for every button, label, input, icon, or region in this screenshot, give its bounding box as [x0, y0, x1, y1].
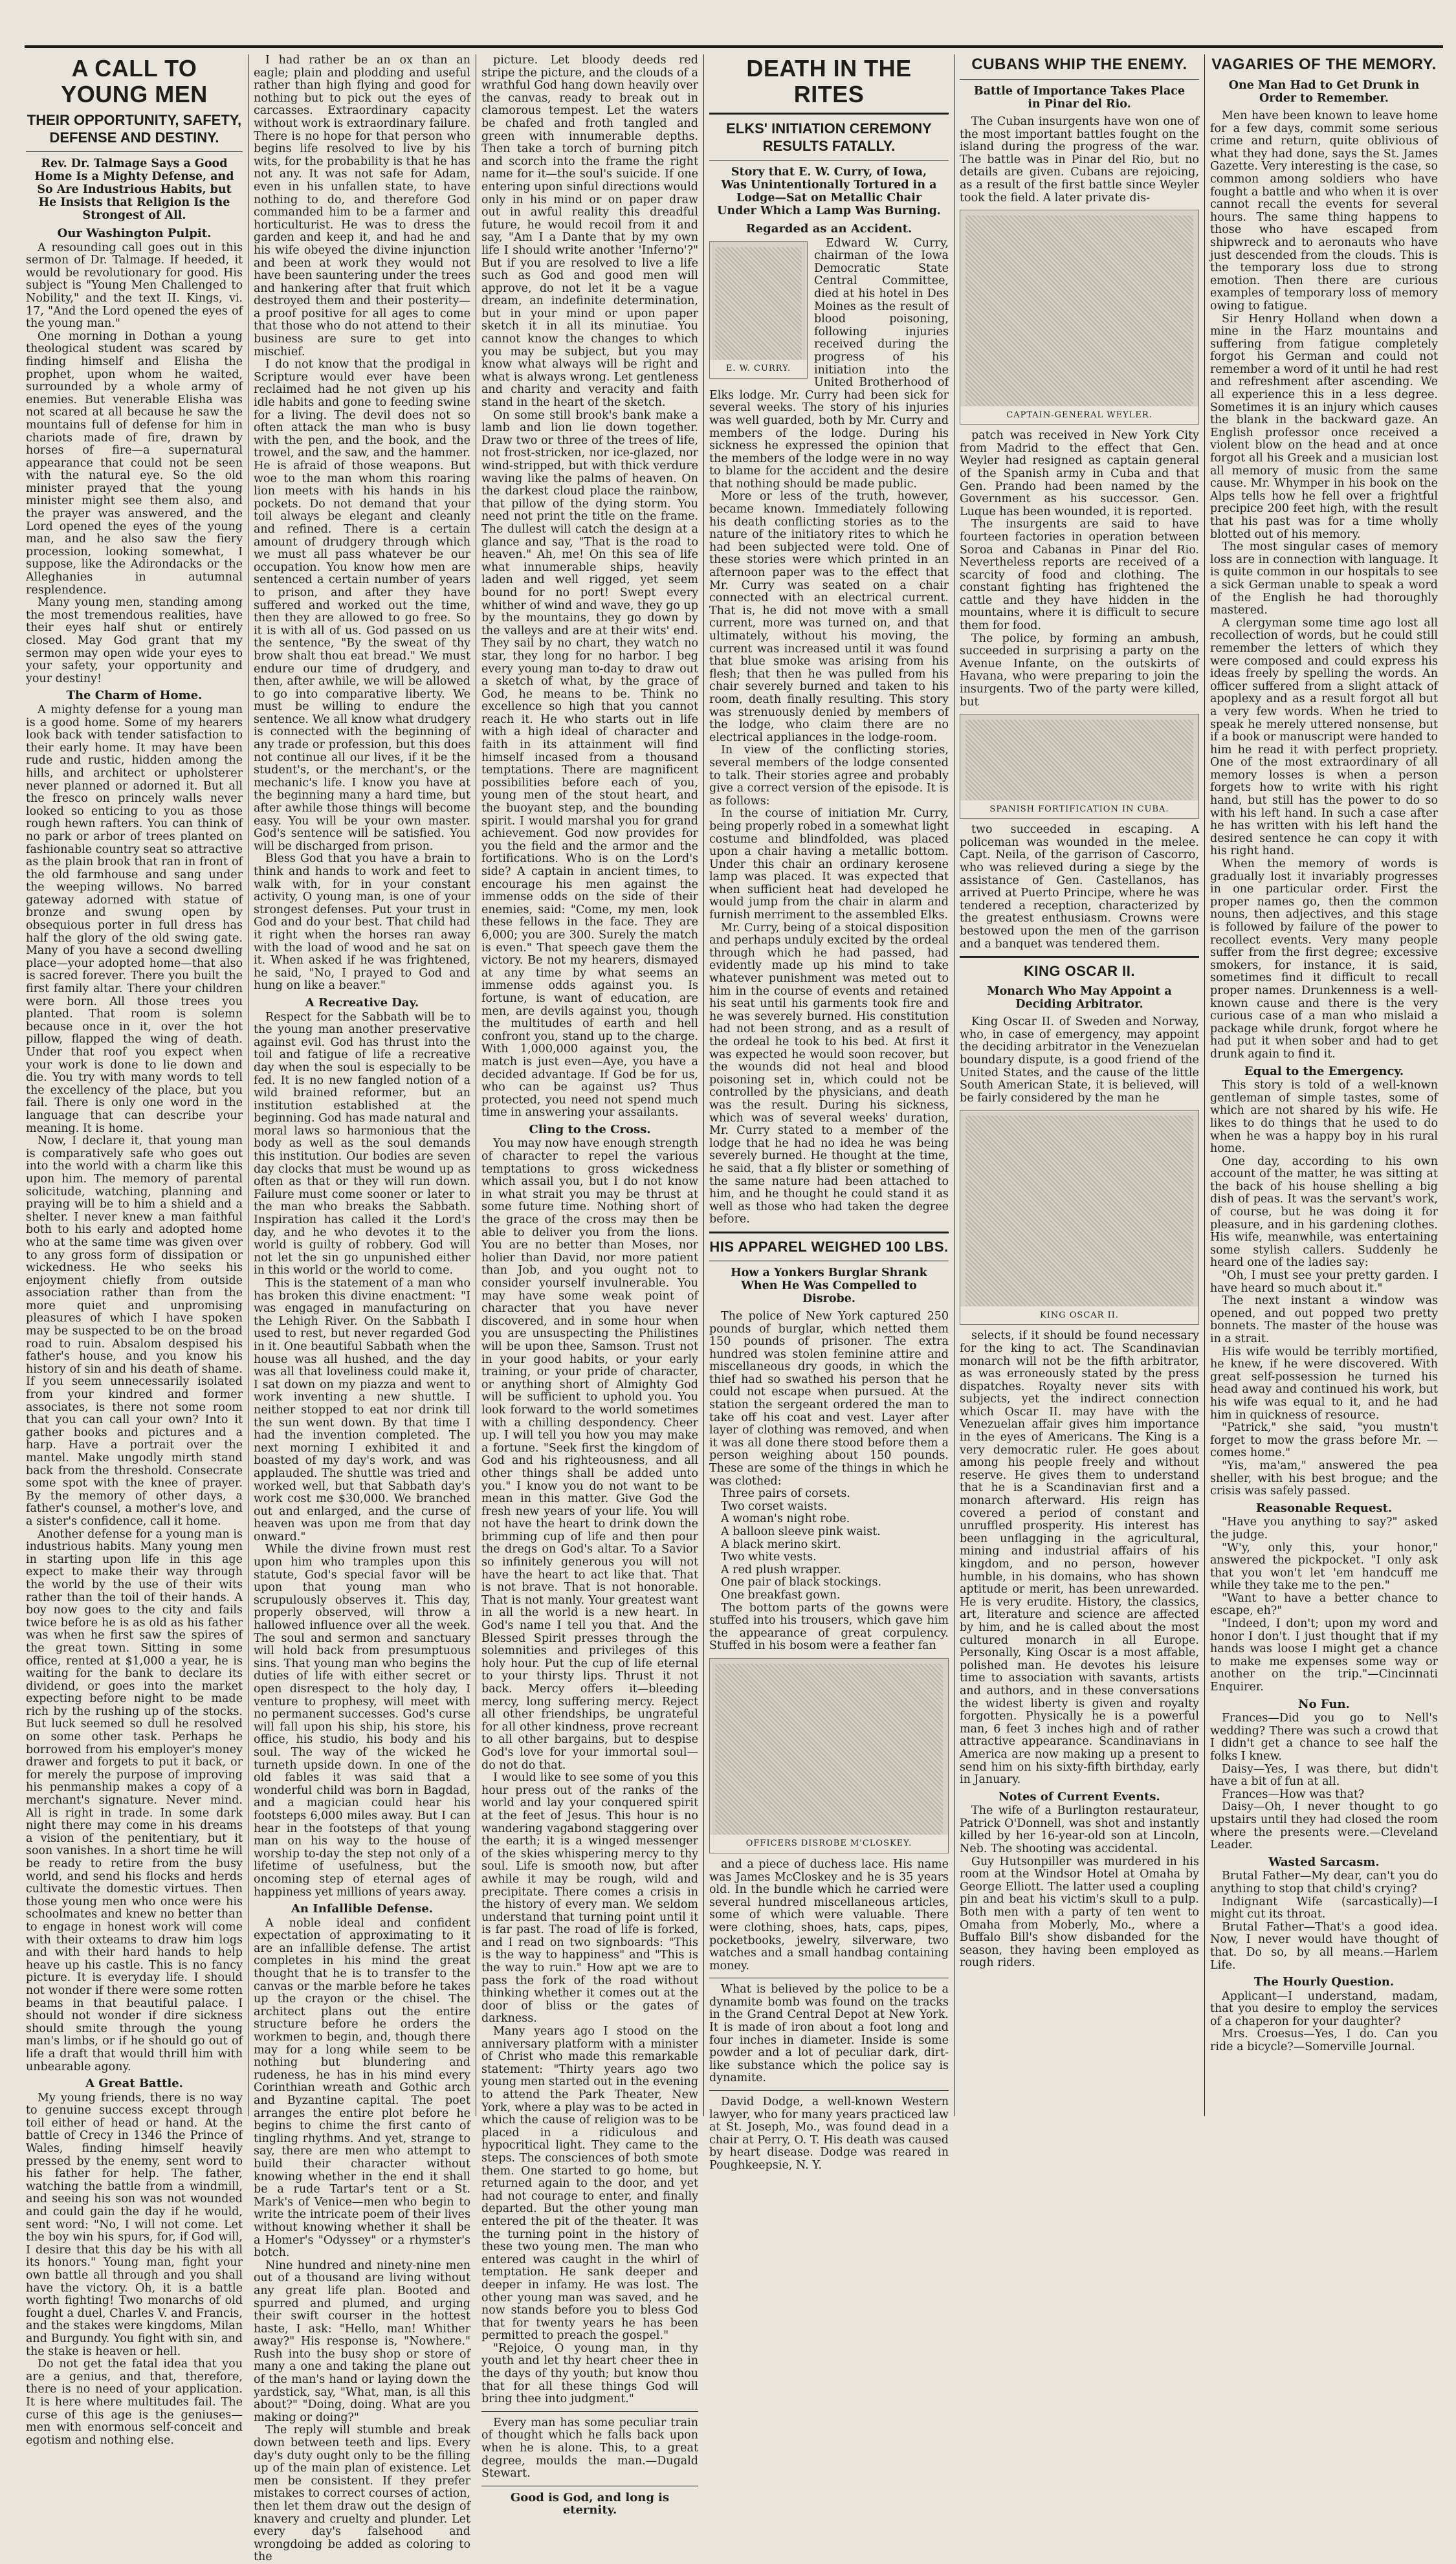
paragraph: On some still brook's bank make a lamb and lion lie down together. Draw two or three of the trees of life, not frost-stricken, nor ice-glazed, nor wind-stripped, but with thick verdure waving like the palms of heaven. On the darkest cloud place the rainbow, that pillow of the dying storm. You need not print the title on the frame. The dullest will catch the design at a glance and say, "That is the road to heaven." Ah, me! On this sea of life what innumerable ships, heavily laden and well rigged, yet seem bound for no port! Swept every whither of wind and wave, they go up by the mountains, they go down by the valleys and are at their wits' end. They sail by no chart, they watch no star, they long for no harbor. I beg every young man to-day to draw out a sketch of what, by the grace of God, he means to be. Think no excellence so high that you cannot reach it. He who starts out in life with a high ideal of character and faith in its attainment will find himself incased from a thousand temptations. There are magnificent possibilities before each of you, young men of the stout heart, and the buoyant step, and the bounding spirit. I would marshal you for grand achievement. God now provides for you the field and the armor and the fortifications. Who is on the Lord's side? A captain in ancient times, to encourage his men against the immense odds on the side of their enemies, said: "Come, my men, look these fellows in the face. They are 6,000; you are 300. Surely the match is even." That speech gave them the victory. Be not my hearers, dismayed at any time by what seems an immense odds against you. Is fortune, is want of education, are men, are devils against you, though the multitudes of earth and hell confront you, stand up to the charge. With 1,000,000 against you, the match is just even—Aye, you have a decided advantage. If God be for us, who can be against us? Thus protected, you need not spend much time in answering your assailants.	[481, 408, 698, 1120]
paragraph: A mighty defense for a young man is a good home. Some of my hearers look back with tender satisfaction to their early home. It may have been rude and rustic, hidden among the hills, and architect or upholsterer never planned or adorned it. But all the fresco on princely walls never looked so enticing to you as those rough hewn rafters. You can think of no park or arbor of trees planted on fashionable country seat so attractive as the plain brook that ran in front of the old farmhouse and sang under the weeping willows. No barred gateway adorned with statue of bronze and swung open by obsequious porter in full dress has half the glory of the old swing gate. Many of you have a second dwelling place—your adopted home—that also is sacred forever. There you built the first family altar. There your children were born. All those trees you planted. That room is solemn because once in it, over the hot pillow, flapped the wing of death. Under that roof you expect when your work is done to lie down and die. You try with many words to tell the excellency of the place, but you fail. There is only one word in the language that can describe your meaning. It is home.	[26, 703, 243, 1135]
paragraph: In view of the conflicting stories, several members of the lodge consented to talk. Their stories agree and probably give a correct version of the episode. It is as follows:	[709, 744, 949, 808]
paragraph: The police of New York captured 250 pounds of burglar, which netted them 150 pounds of prisoner. The extra hundred was stolen feminine attire and miscellaneous dry goods, in which the thief had so swathed his person that he could not escape when pursued. At the station the sergeant ordered the man to take off his coat and vest. Layer after layer of clothing was removed, and when it was all done there stood before them a person weighing about 150 pounds. These are some of the things in which he was clothed:	[709, 1309, 949, 1488]
paragraph: The next instant a window was opened, and out popped two pretty bonnets. The master of the house was in a strait.	[1210, 1294, 1438, 1345]
headline-king-oscar: KING OSCAR II.	[1023, 963, 1135, 980]
deck: How a Yonkers Burglar Shrank When He Was Compelled to Disrobe.	[731, 1266, 927, 1305]
paragraph: "Have you anything to say?" asked the judge.	[1210, 1516, 1438, 1542]
paragraph: While the divine frown must rest upon him who tramples upon this statute, God's special favor will be upon that young man who scrupulously observes it. This day, properly observed, will throw a hallowed influence over all the week. The soul and sermon and sanctuary will hold back from presumptuous sins. That young man who begins the duties of life with either secret or open disrespect to the holy day, I venture to prophesy, will meet with no permanent successes. God's curse will fall upon his ship, his store, his office, his studio, his body and his soul. The way of the wicked he turneth upside down. In one of the old fables it was said that a wonderful child was born in Bagdad, and a magician could hear his footsteps 6,000 miles away. But I can hear in the footsteps of that young man on his way to the house of worship to-day the step not only of a lifetime of usefulness, but the oncoming step of eternal ages of happiness yet millions of years away.	[254, 1543, 470, 1899]
section-heading: The Hourly Question.	[1253, 1975, 1395, 1989]
officers-engraving	[715, 1664, 943, 1835]
paragraph: Now, I declare it, that young man is comparatively safe who goes out into the world with a charm like this upon him. The memory of parental solicitude, watching, planning and praying will be to him a shield and a shelter. I never knew a man faithful both to his early and adopted home who at the same time was given over to any gross form of dissipation or wickedness. He who seeks his enjoyment chiefly from outside association rather than from the more quiet and unpromising pleasures of which I have spoken may be suspected to be on the broad road to ruin. Absalom despised his father's house, and you know his history of sin and his death of shame. If you seem unnecessarily isolated from your kindred and former associates, is there not some room that you can call your own? Into it gather books and pictures and a harp. Have a portrait over the mantel. Make ungodly mirth stand back from the threshold. Consecrate some spot with the knee of prayer. By the memory of other days, a father's counsel, a mother's love, and a sister's confidence, call it home.	[26, 1134, 243, 1528]
subhead: ELKS' INITIATION CEREMONY RESULTS FATALLY.	[726, 120, 932, 154]
officers-illustration	[709, 1658, 949, 1853]
section-heading: Wasted Sarcasm.	[1268, 1855, 1380, 1869]
paragraph: What is believed by the police to be a dynamite bomb was found on the tracks in the Grand Central Depot at New York. It is made of iron about a foot long and four inches in diameter. Inside is some powder and a lot of peculiar dark, dirt-like substance which the police say is dynamite.	[709, 1983, 949, 2085]
paragraph: The Cuban insurgents have won one of the most important battles fought on the island during the progress of the war. The battle was in Pinar del Rio, but no details are given. Cubans are rejoicing, as a result of the first battle since Weyler took the field. A later private dis-	[960, 115, 1199, 204]
list-item: A black merino skirt.	[721, 1538, 841, 1551]
headline-apparel: HIS APPAREL WEIGHED 100 LBS.	[709, 1238, 949, 1255]
paragraph: Nine hundred and ninety-nine men out of a thousand are living without any great life plan. Booted and spurred and plumed, and urging their swift courser in the hottest haste, I ask: "Hello, man! Whither away?" His response is, "Nowhere." Rush into the busy shop or store of many a one and taking the plane out of the man's hand or laying down the yardstick, say, "What, man, is all this about?" "Doing, doing. What are you making or doing?"	[254, 2259, 470, 2424]
list-item: One breakfast gown.	[721, 1588, 841, 1602]
paragraph: Respect for the Sabbath will be to the young man another preservative against evil. God has thrust into the toil and fatigue of life a recreative day when the soul is especially to be fed. It is no new fangled notion of a wild brained reformer, but an institution established at the beginning. God has made natural and moral laws so harmonious that the body as well as the soul demands this institution. Our bodies are seven day clocks that must be wound up as often as that or they will run down. Failure must come sooner or later to the man who breaks the Sabbath. Inspiration has called it the Lord's day, and he who devotes it to the world is guilty of robbery. God will not let the sin go unpunished either in this world or the world to come.	[254, 1010, 470, 1277]
deck: Story that E. W. Curry, of Iowa, Was Unintentionally Tortured in a Lodge—Sat on Metallic Chair Under Which a Lamp Was Burning.	[717, 166, 941, 217]
divider	[709, 113, 949, 115]
paragraph: The police, by forming an ambush, succeeded in surprising a party on the Avenue Infante, on the outskirts of Havana, who were preparing to join the insurgents. Two of the party were killed, but	[960, 632, 1199, 709]
list-item: A woman's night robe.	[721, 1512, 850, 1526]
paragraph: Frances—How was that?	[1222, 1787, 1365, 1801]
paragraph: You may now have enough strength of character to repel the various temptations to gross wickedness which assail you, but I do not know in what strait you may be thrust at some future time. Nothing short of the grace of the cross may then be able to deliver you from the lions. You are no better than Moses, nor holier than David, nor more patient than Job, and you ought not to consider yourself invulnerable. You may have some weak point of character that you have never discovered, and in some hour when you are unsuspecting the Philistines will be upon thee, Samson. Trust not in your good habits, or your early training, or your pride of character, or anything short of Almighty God will be sufficient to uphold you. You look forward to the world sometimes with a chilling despondency. Cheer up. I will tell you how you may make a fortune. "Seek first the kingdom of God and his righteousness, and all other things shall be added unto you." I know you do not want to be mean in this matter. Give God the fresh new years of your life. You will not have the heart to drink down the brimming cup of life and then pour the dregs on God's altar. To a Savior so infinitely generous you will not have the heart to act like that. That is not brave. That is not honorable. That is not manly. Your greatest want in all the world is a new heart. In God's name I tell you that. And the Blessed Spirit presses through the solemnities and privileges of this holy hour. Put the cup of life eternal to your thirsty lips. Thrust it not back. Mercy offers it—bleeding mercy, long suffering mercy. Reject all other friendships, be ungrateful for all other kindness, prove recreant to all other bargains, but to despise God's love for your immortal soul—do not do that.	[481, 1137, 698, 1772]
paragraph: Mr. Curry, being of a stoical disposition and perhaps unduly excited by the ordeal through which he had passed, had evidently made up his mind to take whatever punishment was meted out to him in the course of events and retained his seat until his garments took fire and he was severely burned. His constitution had not been strong, and as a result of the ordeal he took to his bed. At first it was expected he would soon recover, but the wounds did not heal and blood poisoning set in, which could not be controlled by the physicians, and death was the result. During his sickness, which was of several weeks' duration, Mr. Curry stated to a member of the lodge that he had no idea he was being severely burned. He thought at the time, he said, that a fly blister or something of the same nature had been attached to him, and he thought he could stand it as well as those who had taken the degree before.	[709, 921, 949, 1226]
headline-call-to-young-men: A CALL TO YOUNG MEN	[61, 55, 208, 107]
paragraph: selects, if it should be found necessary for the king to act. The Scandinavian monarch will not be the fifth arbitrator, as was erroneously stated by the press dispatches. Royalty never sits with subjects, yet the indirect connection which Oscar II. may have with the Venezuelan affair gives him importance in the eyes of Americans. The King is a very democratic ruler. He goes about among his people freely and without reserve. He gives them to understand that he is a Scandinavian first and a monarch afterward. His reign has covered a period of constant and unruffled prosperity. His interest has been unflagging in the agricultural, mining and industrial affairs of his kingdom, and no person, however humble, in his domains, who has shown aptitude or merit, has been unrewarded. He is very erudite. History, the classics, art, literature and science are affected by him, and he is called about the most cultured monarch in all Europe. Personally, King Oscar is a most affable, polished man. He devotes his leisure time to association with savants, artists and authors, and in these conversations the widest liberty is given and royalty forgotten. Physically he is a powerful man, 6 feet 3 inches high and of rather attractive appearance. Scandinavians in America are now making up a present to send him on his sixty-fifth birthday, early in January.	[960, 1329, 1199, 1787]
paragraph: Men have been known to leave home for a few days, commit some serious crime and return, quite oblivious of what they had done, says the St. James Gazette. Very interesting is the case, so common among soldiers who have fought a battle and who when it is over cannot recall the events for several hours. The same thing happens to those who have escaped from shipwreck and to aeronauts who have just descended from the clouds. This is the temporary loss due to strong emotion. Then there are curious examples of temporary loss of memory owing to fatigue.	[1210, 109, 1438, 313]
illustration-caption: E. W. CURRY.	[710, 360, 807, 378]
deck: Monarch Who May Appoint a Deciding Arbitrator.	[987, 985, 1172, 1011]
weyler-portrait	[960, 210, 1199, 425]
column-rule	[703, 54, 704, 2116]
section-heading: Equal to the Emergency.	[1244, 1064, 1404, 1078]
headline-vagaries: VAGARIES OF THE MEMORY.	[1211, 56, 1437, 73]
paragraph: "Indeed, I don't; upon my word and honor I don't. I just thought that if my hands was loose I might get a chance to make me expenses some way or another on the trip."—Cincinnati Enquirer.	[1210, 1617, 1438, 1694]
paragraph: A resounding call goes out in this sermon of Dr. Talmage. If heeded, it would be revolutionary for good. His subject is "Young Men Challenged to Nobility," and the text II. Kings, vi. 17, "And the Lord opened the eyes of the young man."	[26, 241, 243, 331]
list-item: One pair of black stockings.	[721, 1576, 882, 1589]
paragraph: patch was received in New York City from Madrid to the effect that Gen. Weyler had resigned as captain general of the Spanish army in Cuba and that Gen. Prando had been named by the Government as his successor. Gen. Luque has been wounded, it is reported.	[960, 429, 1199, 518]
paragraph: Bless God that you have a brain to think and hands to work and feet to walk with, for in your constant activity, O young man, is one of your strongest defenses. Put your trust in God and do your best. That child had it right when the horses ran away with the load of wood and he sat on it. When asked if he was frightened, he said, "No, I prayed to God and hung on like a beaver."	[254, 852, 470, 993]
fortification-illustration	[960, 714, 1199, 819]
paragraph: More or less of the truth, however, became known. Immediately following his death conflicting stories as to the nature of the initiatory rites to which he had been subjected were told. One of these stories were which printed in an afternoon paper was to the effect that Mr. Curry was seated on a chair connected with an electrical current. That is, he did not move with a small current, more was turned on, and that ultimately, without his moving, the current was increased until it was found that blue smoke was arising from his flesh; that then he was pulled from his chair severely burned and taken to his room, death finally resulting. This story was strenuously denied by members of the lodge, who claim there are no electrical appliances in the lodge-room.	[709, 490, 949, 744]
list-item: Three pairs of corsets.	[721, 1487, 850, 1501]
headline-cubans: CUBANS WHIP THE ENEMY.	[971, 56, 1187, 73]
section-heading: Notes of Current Events.	[998, 1789, 1160, 1804]
paragraph: The bottom parts of the gowns were stuffed into his trousers, which gave him the appearance of great corpulency. Stuffed in his bosom were a feather fan	[709, 1601, 949, 1653]
paragraph: The wife of a Burlington restaurateur, Patrick O'Donnell, was shot and instantly killed by her 16-year-old son at Lincoln, Neb. The shooting was accidental.	[960, 1804, 1199, 1856]
column-4	[709, 54, 949, 2172]
column-6	[1210, 54, 1438, 2116]
paragraph: This story is told of a well-known gentleman of simple tastes, some of which are not shared by his wife. He likes to do things that he used to do when he was a happy boy in his rural home.	[1210, 1079, 1438, 1156]
paragraph: This is the statement of a man who has broken this divine enactment: "I was engaged in manufacturing on the Lehigh River. On the Sabbath I used to rest, but never regarded God in it. One beautiful Sabbath when the house was all hushed, and the day was all that loveliness could make it, I sat down on my piazza and went to work inventing a new shuttle. I neither stopped to eat nor drink till the sun went down. By that time I had the invention completed. The next morning I exhibited it and boasted of my day's work, and was applauded. The shuttle was tried and worked well, but that Sabbath day's work cost me $30,000. We branched out and enlarged, and the curse of heaven was upon me from that day onward."	[254, 1277, 470, 1543]
paragraph: I do not know that the prodigal in Scripture would ever have been reclaimed had he not given up his idle habits and gone to feeding swine for a living. The devil does not so often attack the man who is busy with the pen, and the book, and the trowel, and the saw, and the hammer. He is afraid of those weapons. But woe to the man whom this roaring lion meets with his hands in his pockets. Do not demand that your toil always be elegant and cleanly and refined. There is a certain amount of drudgery through which we must all pass whatever be our occupation. You know how men are sentenced a certain number of years to prison, and after they have suffered and worked out the time, then they are allowed to go free. So it is with all of us. God passed on us the sentence, "By the sweat of thy brow shalt thou eat bread." We must endure our time of drudgery, and then, after awhile, we will be allowed to go into comparative liberty. We must be willing to endure the sentence. We all know what drudgery is connected with the beginning of any trade or profession, but this does not continue all our lives, if it be the student's, or the merchant's, or the mechanic's life. I know you have at the beginning many a hard time, but after awhile those things will become easy. You will be your own master. God's sentence will be satisfied. You will be discharged from prison.	[254, 358, 470, 853]
paragraph: Frances—Did you go to Nell's wedding? There was such a crowd that I didn't get a chance to see half the folks I knew.	[1210, 1712, 1438, 1763]
paragraph: "W'y, only this, your honor," answered the pickpocket. "I only ask that you won't let 'em handcuff me while they take me to the pen."	[1210, 1541, 1438, 1593]
column-3	[481, 54, 698, 2517]
top-rule	[25, 45, 1443, 48]
illustration-caption: KING OSCAR II.	[960, 1307, 1198, 1325]
paragraph: Edward W. Curry, chairman of the Iowa Democratic State Central Committee, died at his hotel in Des Moines as the result of blood poisoning, following injuries received during the progress of his initiation into the United Brotherhood of Elks lodge. Mr. Curry had been sick for several weeks. The story of his injuries was well guarded, both by Mr. Curry and members of the lodge. During his sickness he expressed the opinion that the members of the lodge were in no way to blame for the accident and the desire that nothing should be made public.	[709, 236, 949, 491]
paragraph: Sir Henry Holland when down a mine in the Harz mountains and suffering from fatigue completely forgot his German and could not remember a word of it until he had rest and refreshment after ascending. We all experience this in a less degree. Sometimes it is an injury which causes the blank in the backward gaze. An English professor once received a violent blow on the head and at once forgot all his Greek and a musician lost all memory of music from the same cause. Mr. Whymper in his book on the Alps tells how he fell over a frightful precipice 200 feet high, with the result that his past was for a time wholly blotted out of his memory.	[1210, 312, 1438, 541]
paragraph: One day, according to his own account of the matter, he was sitting at the back of his house shelling a big dish of peas. It was the servant's work, of course, but he was doing it for pleasure, and in his gardening clothes. His wife, meanwhile, was entertaining some stylish callers. Suddenly he heard one of the ladies say:	[1210, 1155, 1438, 1270]
paragraph: Many young men, standing among the most tremendous realities, have their eyes half shut or entirely closed. May God grant that my sermon may open wide your eyes to your safety, your opportunity and your destiny!	[26, 596, 243, 685]
paragraph: Many years ago I stood on the anniversary platform with a minister of Christ who made this remarkable statement: "Thirty years ago two young men started out in the evening to attend the Park Theater, New York, where a play was to be acted in which the cause of religion was to be placed in a ridiculous and hypocritical light. They came to the steps. The consciences of both smote them. One started to go home, but returned again to the door, and yet had not courage to enter, and finally departed. But the other young man entered the pit of the theater. It was the turning point in the history of these two young men. The man who entered was caught in the whirl of temptation. He sank deeper and deeper in infamy. He was lost. The other young man was saved, and he now stands before you to bless God that for twenty years he has been permitted to preach the gospel."	[481, 2025, 698, 2343]
paragraph: His wife would be terribly mortified, he knew, if he were discovered. With great self-possession he turned his head away and continued his work, but his wife was equal to it, and he had him in quickness of resource.	[1210, 1345, 1438, 1422]
fortification-engraving	[965, 720, 1193, 800]
portrait-engraving	[715, 247, 802, 360]
list-item: Two corset waists.	[721, 1499, 828, 1513]
paragraph: and a piece of duchess lace. His name was James McCloskey and he is 35 years old. In the bundle which he carried were several hundred miscellaneous articles, some of which were valuable. There were clothing, shoes, hats, caps, pipes, pocketbooks, jewelry, silverware, two watches and a small handbag containing money.	[709, 1857, 949, 1973]
paragraph: picture. Let bloody deeds red stripe the picture, and the clouds of a wrathful God hang down heavily over the canvas, ready to break out in clamorous tempest. Let the waters be chafed and froth tangled and green with innumerable depths. Then take a torch of burning pitch and scorch into the frame the right name for it—the soul's suicide. If one entering upon sinful directions would only in his mind or on paper draw out in awful reality this dreadful future, he would recoil from it and say, "Am I a Dante that by my own life I should write another 'Inferno'?" But if you are resolved to live a life such as God and good men will approve, do not let it be a vague dream, an indefinite determination, but in your mind or upon paper sketch it in all its minutiae. You cannot know the changes to which you may be subject, but you may know what always will be right and what is always wrong. Let gentleness and charity and veracity and faith stand in the heart of the sketch.	[481, 54, 698, 410]
illustration-caption: SPANISH FORTIFICATION IN CUBA.	[960, 801, 1198, 819]
section-heading: Our Washington Pulpit.	[57, 227, 212, 240]
deck: Battle of Importance Takes Place in Pinar del Rio.	[973, 85, 1186, 111]
column-rule	[1204, 54, 1205, 2116]
divider	[960, 956, 1199, 958]
illustration-caption: OFFICERS DISROBE M'CLOSKEY.	[710, 1835, 948, 1853]
paragraph: "Yis, ma'am," answered the pea sheller, with his best brogue; and the crisis was safely passed.	[1210, 1459, 1438, 1498]
paragraph: "Patrick," she said, "you mustn't forget to mow the grass before Mr. — comes home."	[1210, 1421, 1438, 1460]
divider	[26, 151, 243, 152]
illustration-caption: CAPTAIN-GENERAL WEYLER.	[960, 406, 1198, 425]
paragraph: Another defense for a young man is industrious habits. Many young men in starting upon life in this age expect to make their way through the world by the use of their wits rather than the toil of their hands. A boy now goes to the city and fails twice before he is as old as his father was when he first saw the spires of the great town. Sitting in some office, rented at $1,000 a year, he is waiting for the bank to declare its dividend, or goes into the market expecting before night to be made rich by the rushing up of the stocks. But luck seemed so dull he resolved on some other task. Perhaps he borrowed from his employer's money drawer and forgets to put it back, or for merely the purpose of improving his penmanship makes a copy of a merchant's signature. Never mind. All is right in trade. In some dark night there may come in his dreams a vision of the penitentiary, but it soon vanishes. In a short time he will be ready to retire from the busy world, and send his flocks and herds cultivate the domestic virtues. Then those young men who once were his schoolmates and knew no better than to engage in honest work will come with their oxteams to draw him logs and with their hard hands to help heave up his castle. This is no fancy picture. It is everyday life. I should not wonder if there were some rotten beams in that beautiful palace. I should not wonder if dire sickness should smite through the young man's limbs, or if he should go out of life a draft that would thrill him with unbearable agony.	[26, 1527, 243, 2073]
divider	[709, 1232, 949, 1233]
portrait-illustration	[709, 241, 808, 379]
deck: One Man Had to Get Drunk in Order to Remember.	[1228, 79, 1420, 105]
section-heading: Cling to the Cross.	[529, 1122, 651, 1136]
list-item: A balloon sleeve pink waist.	[721, 1525, 881, 1538]
divider	[709, 2090, 949, 2091]
section-heading: An Infallible Defense.	[291, 1902, 434, 1916]
paragraph: Indignant Wife (sarcastically)—I might cut its throat.	[1210, 1895, 1438, 1921]
section-heading: A Great Battle.	[85, 2077, 183, 2091]
portrait-engraving	[965, 1116, 1193, 1306]
paragraph: "Rejoice, O young man, in thy youth and let thy heart cheer thee in the days of thy youth; but know thou that for all these things God will bring thee into judgment."	[481, 2341, 698, 2406]
deck: Rev. Dr. Talmage Says a Good Home Is a Mighty Defense, and So Are Industrious Habits, but He Insists that Religion Is the Strongest of All.	[34, 157, 234, 222]
section-heading: A Recreative Day.	[305, 995, 419, 1010]
paragraph: In the course of initiation Mr. Curry, being properly robed in a somewhat light costume and blindfolded, was placed upon a chair having a metallic bottom. Under this chair an ordinary kerosene lamp was placed. It was expected that when sufficient heat had developed he would jump from the chair in alarm and furnish merriment to the assembled Elks.	[709, 807, 949, 922]
paragraph: Do not get the fatal idea that you are a genius, and that, therefore, there is no need of your application. It is here where multitudes fail. The curse of this age is the geniuses—men with enormous self-conceit and egotism and nothing else.	[26, 2358, 243, 2447]
list-item: Two white vests.	[721, 1551, 817, 1564]
paragraph: The reply will stumble and break down between teeth and lips. Every day's duty ought only to be the filling up of the main plan of existence. Let men be consistent. If they prefer mistakes to correct courses of action, then let them draw out the design of knavery and cruelty and plunder. Let every day's falsehood and wrongdoing be added as coloring to the	[254, 2424, 470, 2564]
paragraph: A clergyman some time ago lost all recollection of words, but he could still remember the letters of which they were composed and could express his ideas freely by spelling the words. An officer suffered from a slight attack of apoplexy and as a result forgot all but a very few words. When he tried to speak he merely uttered nonsense, but if a book or manuscript were handed to him he read it with perfect propriety. One of the most extraordinary of all memory losses is when a person forgets how to write with his right hand, but still has the power to do so with his left hand. In such a case after he has written with his left hand the desired sentence he can copy it with his right hand.	[1210, 616, 1438, 858]
divider	[960, 79, 1199, 80]
section-heading: Regarded as an Accident.	[745, 222, 912, 236]
paragraph: David Dodge, a well-known Western lawyer, who for many years practiced law at St. Joseph, Mo., was found dead in a chair at Perry, O. T. His death was caused by heart disease. Dodge was reared in Poughkeepsie, N. Y.	[709, 2095, 949, 2172]
paragraph: The insurgents are said to have fourteen factories in operation between Soroa and Cabanas in Pinar del Rio. Nevertheless reports are received of a scarcity of food and clothing. The constant fighting has frightened the cattle and they have hidden in the mountains, where it is difficult to secure them for food.	[960, 518, 1199, 633]
portrait-engraving	[965, 216, 1193, 406]
subhead: THEIR OPPORTUNITY, SAFETY, DEFENSE AND DESTINY.	[27, 112, 242, 146]
paragraph: Guy Hutsonpiller was murdered in his room at the Windsor Hotel at Omaha by George Elliott. The latter used a coupling pin and beat his victim's skull to a pulp. Both men with a party of ten went to Omaha from Moberly, Mo., where a Buffalo Bill's show disbanded for the season, they having been employed as rough riders.	[960, 1855, 1199, 1970]
paragraph: One morning in Dothan a young theological student was scared by finding himself and Elisha the prophet, upon whom he waited, surrounded by a whole army of enemies. But venerable Elisha was not scared at all because he saw the mountains full of defense for him in chariots made of fire, drawn by horses of fire—a supernatural appearance that could not be seen with the natural eye. So the old minister prayed that the young minister might see them also, and the prayer was answered, and the Lord opened the eyes of the young man, and he also saw the fiery procession, looking somewhat, I suppose, like the Adirondacks or the Alleghanies in autumnal resplendence.	[26, 329, 243, 597]
headline-death-in-the-rites: DEATH IN THE RITES	[746, 55, 912, 107]
paragraph: A noble ideal and confident expectation of approximating to it are an infallible defense. The artist completes in his mind the great thought that he is to transfer to the canvas or the marble before he takes up the crayon or the chisel. The architect plans out the entire structure before he orders the workmen to begin, and, though there may for a long while seem to be nothing but blundering and rudeness, he has in his mind every Corinthian wreath and Gothic arch and Byzantine capital. The poet arranges the entire plot before he begins to chime the first canto of tingling rhythms. And yet, strange to say, there are men who attempt to build their character without knowing whether in the end it shall be a rude Tartar's tent or a St. Mark's of Venice—men who begin to write the intricate poem of their lives without knowing whether it shall be a Homer's "Odyssey" or a rhymster's botch.	[254, 1916, 470, 2260]
section-heading: No Fun.	[1298, 1697, 1350, 1711]
paragraph: I had rather be an ox than an eagle; plain and plodding and useful rather than high flying and good for nothing but to pick out the eyes of carcasses. Extraordinary capacity without work is extraordinary failure. There is no hope for that person who begins life resolved to live by his wits, for the probability is that he has not any. It was not safe for Adam, even in his unfallen state, to have nothing to do, and therefore God commanded him to be a farmer and horticulturist. He was to dress the garden and keep it, and had he and his wife obeyed the divine injunction and been at work they would not have been sauntering under the trees and hankering after that fruit which destroyed them and their posterity—a proof positive for all ages to come that those who do not attend to their business are sure to get into mischief.	[254, 54, 470, 359]
section-heading: The Charm of Home.	[66, 689, 203, 703]
paragraph: Applicant—I understand, madam, that you desire to employ the services of a chaperon for your daughter?	[1210, 1989, 1438, 2028]
divider	[481, 2411, 698, 2412]
paragraph: two succeeded in escaping. A policeman was wounded in the melee. Capt. Neila, of the garrison of Cascorro, who was relieved during a siege by the assistance of Gen. Castellanos, has arrived at Puerto Principe, where he was tendered a reception, characterized by the greatest enthusiasm. Crowns were bestowed upon the men of the garrison and a banquet was tendered them.	[960, 823, 1199, 951]
paragraph: Every man has some peculiar train of thought which he falls back upon when he is alone. This, to a great degree, moulds the man.—Dugald Stewart.	[481, 2416, 698, 2481]
paragraph: Brutal Father—My dear, can't you do anything to stop that child's crying?	[1210, 1870, 1438, 1895]
paragraph: When the memory of words is gradually lost it invariably progresses in one particular order. First the proper names go, then the common nouns, then adjectives, and this stage is followed by failure of the power to recollect events. Very many people suffer from the first degree; excessive smokers, for instance, it is said, sometimes find it difficult to recall proper names. Drunkenness is a well-known cause and there is the very curious case of a man who mislaid a package while drunk, forgot where he had put it when sober and had to get drunk again to find it.	[1210, 857, 1438, 1061]
column-5	[960, 54, 1199, 2116]
paragraph: Brutal Father—That's a good idea. Now, I never would have thought of that. Do so, by all means.—Harlem Life.	[1210, 1920, 1438, 1972]
paragraph: Daisy—Yes, I was there, but didn't have a bit of fun at all.	[1210, 1762, 1438, 1789]
section-heading: Reasonable Request.	[1255, 1501, 1393, 1515]
column-2	[254, 54, 470, 2564]
paragraph: The most singular cases of memory loss are in connection with language. It is quite common in our hospitals to see a sick German unable to speak a word of the English he had thoroughly mastered.	[1210, 540, 1438, 617]
paragraph: Daisy—Oh, I never thought to go upstairs until they had closed the room where the presents were.—Cleveland Leader.	[1210, 1800, 1438, 1852]
column-1	[26, 54, 243, 2447]
paragraph: "Oh, I must see your pretty garden. I have heard so much about it."	[1210, 1269, 1438, 1295]
list-item: A red plush wrapper.	[721, 1563, 842, 1576]
paragraph: King Oscar II. of Sweden and Norway, who, in case of emergency, may appoint the deciding arbitrator in the Venezuelan boundary dispute, is a good friend of the United States, and the cause of the little South American State, it is believed, will be fairly considered by the man he	[960, 1015, 1199, 1105]
paragraph: My young friends, there is no way to genuine success except through toil either of head or hand. At the battle of Crecy in 1346 the Prince of Wales, finding himself heavily pressed by the enemy, sent word to his father for help. The father, watching the battle from a windmill, and seeing his son was not wounded and could gain the day if he would, sent word: "No, I will not come. Let the boy win his spurs, for, if God will, I desire that this day be his with all its honors." Young man, fight your own battle all through and you shall have the victory. Oh, it is a battle worth fighting! Two monarchs of old fought a duel, Charles V. and Francis, and the stakes were kingdoms, Milan and Burgundy. You fight with sin, and the stake is heaven or hell.	[26, 2091, 243, 2358]
paragraph: Mrs. Croesus—Yes, I do. Can you ride a bicycle?—Somerville Journal.	[1210, 2028, 1438, 2054]
king-oscar-portrait	[960, 1110, 1199, 1325]
paragraph: I would like to see some of you this hour press out of the ranks of the world and lay your conquered spirit at the feet of Jesus. This hour is no wandering vagabond staggering over the earth; it is a winged messenger of the skies whispering mercy to thy soul. Life is smooth now, but after awhile it may be rough, wild and precipitate. There comes a crisis in the history of every man. We seldom understand that turning point until it is far past. The road of life is forked, and I read on two signboards: "This is the way to happiness" and "This is the way to ruin." How apt we are to pass the fork of the road without thinking whether it comes out at the door of bliss or the gates of darkness.	[481, 1771, 698, 2026]
tagline: Good is God, and long is eternity.	[510, 2490, 670, 2517]
stolen-items-list	[721, 1488, 949, 1602]
paragraph: "Want to have a better chance to escape, eh?"	[1210, 1591, 1438, 1618]
